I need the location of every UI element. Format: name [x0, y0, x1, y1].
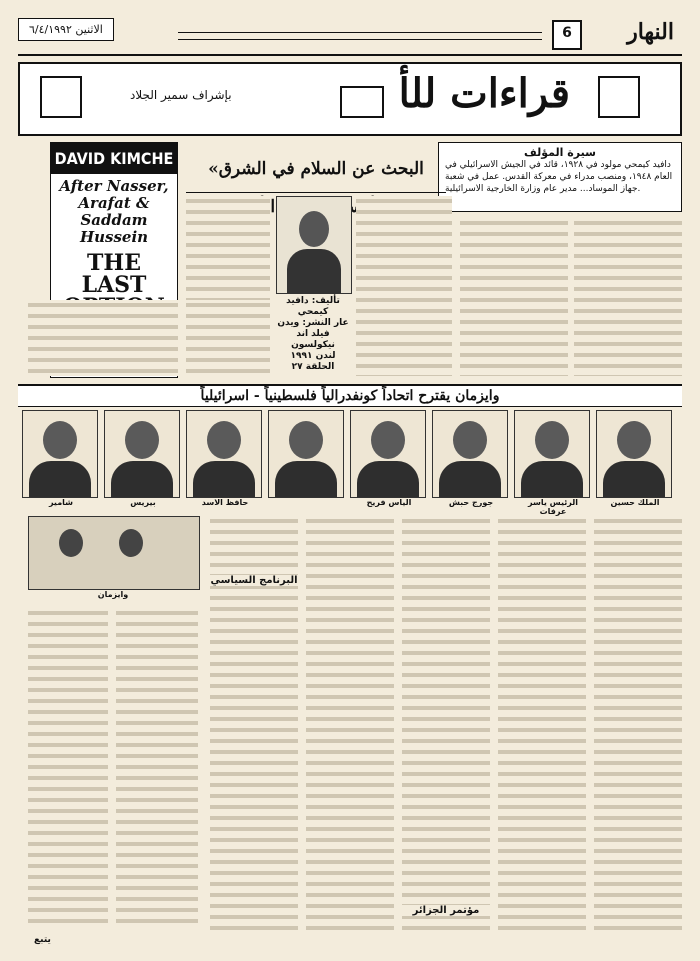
photo-caption: بيريس: [130, 498, 156, 507]
photo-king-hussein: [596, 410, 672, 498]
newspaper-logo: النهار: [627, 19, 674, 45]
book-author: DAVID KIMCHE: [51, 143, 177, 174]
photo-assad: [186, 410, 262, 498]
book-subtitle: After Nasser, Arafat & Saddam Hussein: [59, 177, 169, 246]
issue-date: الاثنين ٦/٤/١٩٩٢: [18, 18, 114, 41]
photo-caption: وايزمان: [97, 590, 129, 599]
subheading: البرنامج السياسي: [210, 575, 298, 586]
subheading: مؤتمر الجزائر: [402, 905, 490, 916]
section-byline: بإشراف سمير الجلاد: [130, 88, 232, 102]
article-headline: «البحث عن السلام في الشرق: [186, 150, 446, 193]
book-icon: [40, 76, 82, 118]
masthead-rule: [178, 32, 542, 40]
article-column: [306, 516, 394, 936]
pen-icon: [598, 76, 640, 118]
section-title: قراءات للأ: [398, 70, 570, 117]
continued-mark: يتبع: [34, 935, 51, 945]
author-portrait: [276, 196, 352, 294]
author-bio-box: [438, 142, 682, 212]
photo-arafat: [514, 410, 590, 498]
photo-caption: حافظ الاسد: [201, 498, 249, 507]
article-column: [28, 300, 178, 376]
article-column: [498, 516, 586, 936]
photo-portrait: [268, 410, 344, 498]
article-column: [402, 516, 490, 936]
section-banner: [18, 62, 682, 136]
books-icon: [340, 86, 384, 118]
article-column: [186, 300, 270, 376]
photo-caption: جورج حبش: [448, 498, 494, 507]
article-column: [574, 218, 682, 376]
photo-caption: شامير: [48, 498, 74, 507]
article-column: [356, 196, 452, 376]
photo-shamir: [22, 410, 98, 498]
bio-text: دافيد كيمحي مولود في ١٩٢٨، قائد في الجيش الاسرائيلي في العام ١٩٤٨، ومنصب مدراء في معركة القدس. عمل في شعبة جهاز الموساد... مدير عام وزارة الخارجية الاسرائيلية.: [445, 160, 673, 194]
article-column: [116, 608, 198, 928]
photo-strip: [28, 410, 672, 516]
article-column: [28, 608, 108, 928]
section-headline: وايزمان يقترح اتحاداً كونفدرالياً فلسطينياً - اسرائيلياً: [18, 384, 682, 407]
article-column: [594, 516, 682, 936]
portrait-caption: تأليف: دافيد كيمحي عار النشر: ويدن فيلد اند نيكولسون لندن ١٩٩١ الحلقة ٢٧: [277, 296, 349, 372]
photo-caption: الياس فريح: [366, 498, 412, 507]
masthead: [18, 14, 682, 56]
page-number: 6: [552, 20, 582, 50]
bio-heading: سيرة المؤلف: [524, 146, 596, 159]
photo-caption: الرئيس ياسر عرفات: [528, 498, 578, 516]
article-column: [460, 218, 568, 376]
photo-freij: [350, 410, 426, 498]
book-title: THE LAST: [81, 250, 147, 298]
photo-habash: [432, 410, 508, 498]
photo-weizman: [28, 516, 200, 590]
photo-peres: [104, 410, 180, 498]
photo-caption: الملك حسين: [610, 498, 660, 507]
